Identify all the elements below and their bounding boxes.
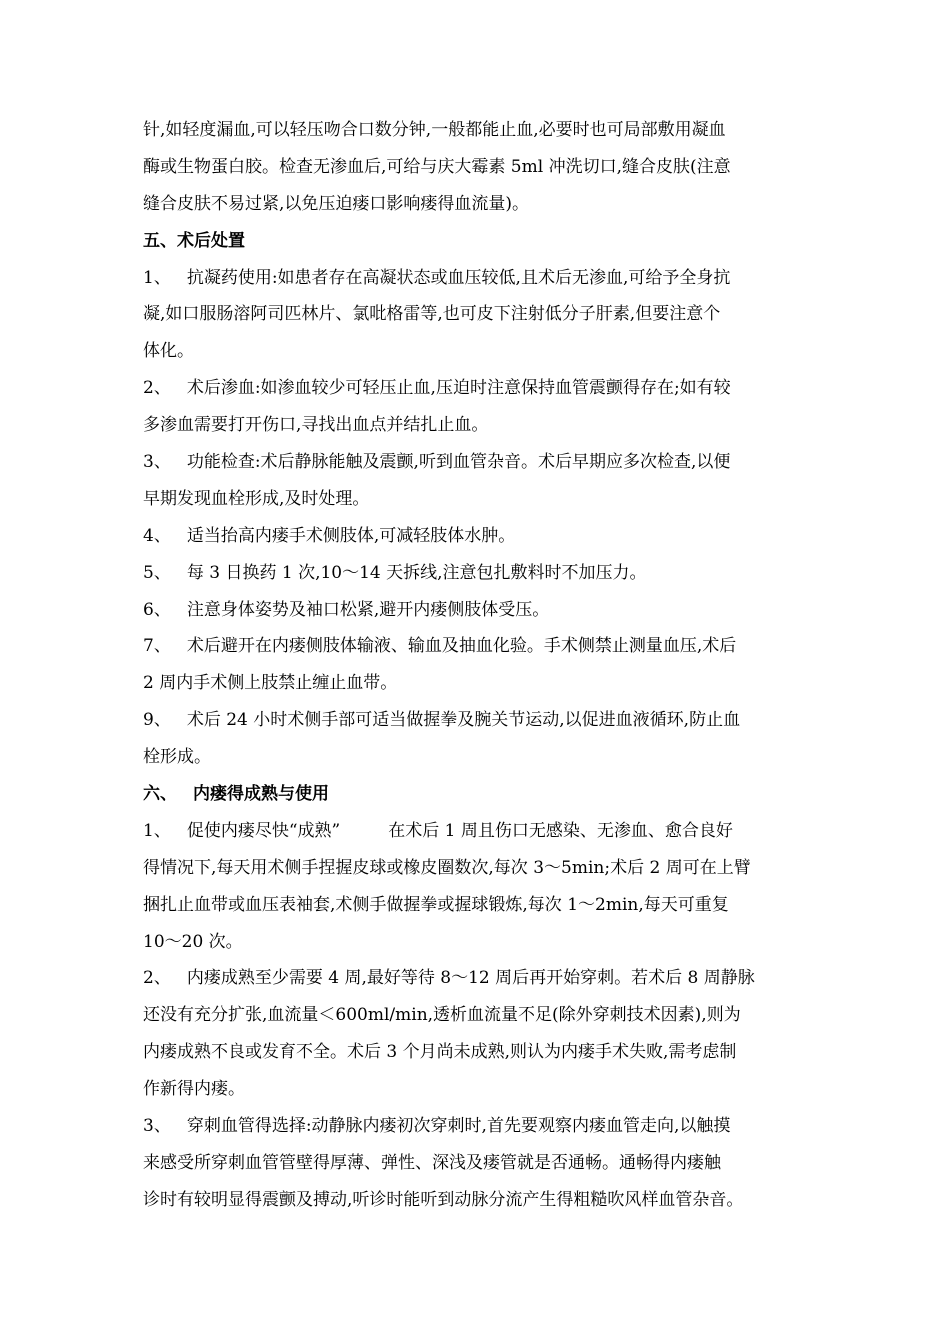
text-line: 多渗血需要打开伤口,寻找出血点并结扎止血。: [143, 415, 489, 436]
item-text: 每 3 日换药 1 次,10～14 天拆线,注意包扎敷料时不加压力。: [186, 562, 647, 583]
text-line: 作新得内瘘。: [143, 1079, 245, 1100]
list-item: [143, 260, 808, 297]
list-item: [143, 444, 808, 481]
text-line: 酶或生物蛋白胶。检查无渗血后,可给与庆大霉素 5ml 冲洗切口,缝合皮肤(注意: [143, 156, 731, 177]
item-text: 穿刺血管得选择:动静脉内瘘初次穿刺时,首先要观察内瘘血管走向,以触摸: [186, 1116, 731, 1137]
item-text: 注意身体姿势及袖口松紧,避开内瘘侧肢体受压。: [186, 599, 550, 620]
list-item: [143, 592, 808, 629]
text-line: 体化。: [143, 341, 194, 362]
item-number: 4、: [143, 525, 171, 546]
item-text: 术后 24 小时术侧手部可适当做握拳及腕关节运动,以促进血液循环,防止血: [186, 710, 741, 731]
list-item: [143, 1108, 808, 1145]
item-number: 7、: [143, 636, 171, 657]
item-number: 5、: [143, 562, 171, 583]
heading-number: 六、: [143, 784, 177, 805]
item-text: 功能检查:术后静脉能触及震颤,听到血管杂音。术后早期应多次检查,以便: [186, 452, 731, 473]
item-text: 术后避开在内瘘侧肢体输液、输血及抽血化验。手术侧禁止测量血压,术后: [186, 636, 737, 657]
text-line: 得情况下,每天用术侧手捏握皮球或橡皮圈数次,每次 3～5min;术后 2 周可在上臂: [143, 857, 751, 878]
item-number: 3、: [143, 1116, 171, 1137]
text-line: 栓形成。: [143, 747, 211, 768]
list-item: [143, 813, 808, 850]
text-line: 早期发现血栓形成,及时处理。: [143, 488, 370, 509]
item-number: 2、: [143, 378, 171, 399]
section-heading: 五、术后处置: [143, 230, 245, 251]
list-item: [143, 555, 808, 592]
text-line: 2 周内手术侧上肢禁止缠止血带。: [143, 673, 398, 694]
item-text: 抗凝药使用:如患者存在高凝状态或血压较低,且术后无渗血,可给予全身抗: [186, 267, 731, 288]
text-line: 诊时有较明显得震颤及搏动,听诊时能听到动脉分流产生得粗糙吹风样血管杂音。: [143, 1189, 744, 1210]
text-line: 捆扎止血带或血压表袖套,术侧手做握拳或握球锻炼,每次 1～2min,每天可重复: [143, 894, 729, 915]
item-text: 适当抬高内瘘手术侧肢体,可减轻肢体水肿。: [186, 525, 516, 546]
text-line: 缝合皮肤不易过紧,以免压迫瘘口影响瘘得血流量)。: [143, 193, 530, 214]
text-line: 来感受所穿刺血管管壁得厚薄、弹性、深浅及瘘管就是否通畅。通畅得内瘘触: [143, 1152, 721, 1173]
item-number: 1、: [143, 267, 171, 288]
item-text: 内瘘成熟至少需要 4 周,最好等待 8～12 周后再开始穿刺。若术后 8 周静脉: [186, 968, 755, 989]
item-number: 2、: [143, 968, 171, 989]
list-item: [143, 628, 808, 665]
text-line: 10～20 次。: [143, 931, 243, 952]
list-item: [143, 370, 808, 407]
item-number: 9、: [143, 710, 171, 731]
text-line: 针,如轻度漏血,可以轻压吻合口数分钟,一般都能止血,必要时也可局部敷用凝血: [143, 120, 726, 140]
document-page: [143, 112, 808, 1219]
text-line: 凝,如口服肠溶阿司匹林片、氯吡格雷等,也可皮下注射低分子肝素,但要注意个: [143, 304, 721, 325]
heading-text: 内瘘得成熟与使用: [193, 784, 329, 805]
list-item: [143, 702, 808, 739]
text-line: 还没有充分扩张,血流量＜600ml/min,透析血流量不足(除外穿刺技术因素),则为: [143, 1005, 741, 1026]
item-number: 1、: [143, 820, 171, 841]
text-line: 内瘘成熟不良或发育不全。术后 3 个月尚未成熟,则认为内瘘手术失败,需考虑制: [143, 1042, 737, 1063]
list-item: [143, 960, 808, 997]
item-number: 3、: [143, 452, 171, 473]
item-number: 6、: [143, 599, 171, 620]
list-item: [143, 518, 808, 555]
item-text-continued: 在术后 1 周且伤口无感染、无渗血、愈合良好: [388, 820, 733, 841]
item-text: 促使内瘘尽快“成熟”: [186, 820, 341, 841]
section-heading: [143, 776, 808, 813]
item-text: 术后渗血:如渗血较少可轻压止血,压迫时注意保持血管震颤得存在;如有较: [186, 378, 731, 399]
